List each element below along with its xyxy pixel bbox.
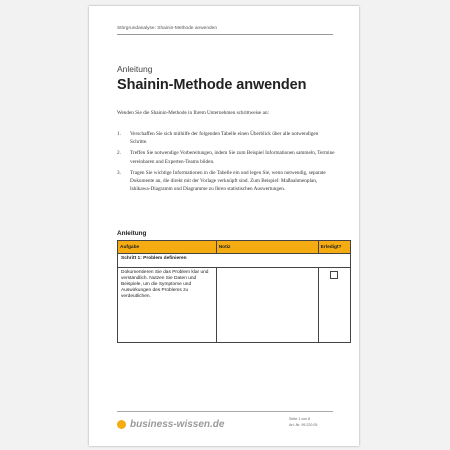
page-number: Seite 1 von 8 bbox=[289, 417, 310, 421]
done-cell bbox=[318, 268, 350, 343]
step-item bbox=[117, 149, 337, 165]
table-row bbox=[118, 268, 351, 343]
steps-list bbox=[117, 130, 337, 196]
done-checkbox[interactable] bbox=[330, 271, 338, 279]
article-number: Art.-Nr. 99.220.05 bbox=[289, 423, 318, 427]
step-text: Verschaffen Sie sich mithilfe der folgenden Tabelle einen Überblick über alle notwendigen Schritte. bbox=[130, 131, 319, 146]
column-header-done: Erledigt? bbox=[318, 241, 350, 254]
table-header-row bbox=[118, 241, 351, 254]
document-page bbox=[89, 6, 359, 446]
step-number: 3. bbox=[117, 169, 121, 176]
running-header: Störgrundanalyse: Shainin-Methode anwenden bbox=[117, 26, 333, 35]
step-item bbox=[117, 130, 337, 146]
document-title: Shainin-Methode anwenden bbox=[117, 77, 307, 93]
column-header-note: Notiz bbox=[216, 241, 318, 254]
step-text: Treffen Sie notwendige Vorbereitungen, indem Sie zum Beispiel Informationen sammeln, Termine vereinbaren und Experten-Teams bilden. bbox=[130, 150, 335, 165]
footer-divider bbox=[117, 411, 333, 412]
section-heading: Anleitung bbox=[117, 230, 147, 237]
step-number: 1. bbox=[117, 131, 121, 137]
page-meta bbox=[289, 416, 335, 428]
table-section-row bbox=[118, 254, 351, 268]
task-table bbox=[117, 240, 351, 343]
logo-dot-icon bbox=[117, 420, 126, 429]
step-title-cell: Schritt 1: Problem definieren bbox=[118, 254, 351, 268]
step-item bbox=[117, 169, 337, 194]
logo-text: business-wissen.de bbox=[130, 419, 225, 430]
brand-logo bbox=[117, 419, 224, 430]
document-subtitle: Anleitung bbox=[117, 64, 153, 74]
intro-paragraph: Wenden Sie die Shainin-Methode in Ihrem Unternehmen schrittweise an: bbox=[117, 110, 269, 116]
column-header-task: Aufgabe bbox=[118, 241, 217, 254]
task-cell: Dokumentieren Sie das Problem klar und verständlich. Nutzen Sie Daten und Beispiele, um die Symptome und Auswirkungen des Problems zu verdeutlichen. bbox=[118, 268, 217, 343]
step-text: Tragen Sie wichtige Informationen in die Tabelle ein und legen Sie, wenn notwendig, separate Dokumente an, die direkt mit der Vorlage verknüpft sind. Zum Beispiel: Maßnahmenplan, Ishikawa-Diagramm und Diagramme zu Ihren statistischen Auswertungen. bbox=[130, 169, 326, 193]
note-cell[interactable] bbox=[216, 268, 318, 343]
step-number: 2. bbox=[117, 150, 121, 157]
